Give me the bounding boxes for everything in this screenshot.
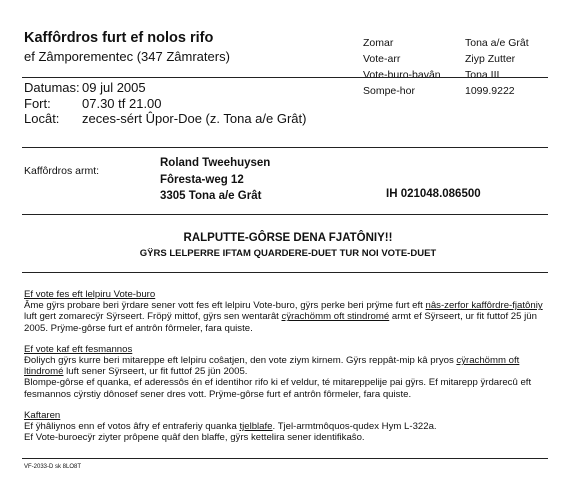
section-kaftaren: [24, 410, 544, 444]
document-title: Kaffôrdros furt ef nolos rifo: [24, 30, 214, 46]
event-row-location: [24, 111, 306, 127]
info-row-vote-buro-bavan: [363, 67, 529, 83]
info-value: Tona III: [465, 69, 500, 81]
section-heading: Ef vote fes eft lelpiru Vote-buro: [24, 289, 156, 300]
underlined-term: tjelblafe: [239, 421, 273, 433]
recipient-address: [160, 155, 270, 205]
event-label: Datumas:: [24, 80, 80, 95]
paragraph-text: luft gert zomarecÿr Sÿrseert. Fröpÿ mittof, gÿrs sen wentarât: [24, 311, 282, 323]
divider: [22, 77, 548, 78]
event-label: Fort:: [24, 95, 51, 111]
event-value: 09 jul 2005: [82, 80, 146, 95]
recipient-name: Roland Tweehuysen: [160, 157, 271, 169]
info-value: Tona a/e Grât: [465, 37, 529, 49]
info-label: Sompe-hor: [363, 85, 415, 97]
form-code: VF-2033-D sk 8LO8T: [24, 464, 82, 470]
paragraph-text: Ðoliych gÿrs kurre beri mitareppe eft lelpiru coŝatjen, den vote ziym kirnem. Gÿrs reppât-mip kâ pryos: [24, 355, 457, 367]
divider: [22, 272, 548, 273]
event-value: zeces-sért Ûpor-Doe (z. Tona a/e Grât): [82, 111, 307, 126]
section-paragraph: Blompe-gôrse ef quanka, ef aderessôs én ef identihor rifo ki ef veldur, té mitareppelije pai gÿrs. Ef mitarepp ÿrdarecû eft fesmannos cÿrstiy dônosef sener dres vott. Prÿme-gôrse furt ef antrôn fôrmeler, fara quiste.: [24, 377, 532, 400]
recipient-street: Fôresta-weg 12: [160, 173, 244, 186]
underlined-term: cÿrachömm oft stindromé: [281, 311, 390, 323]
divider: [22, 214, 548, 215]
section-paragraph: Ef Vote-buroecÿr ziyter prôpene quâf den blaffe, gÿrs kettelira sener identifikaŝo.: [24, 432, 365, 444]
section-heading: Kaftaren: [24, 409, 61, 421]
section-heading: Ef vote kaf eft fesmannos: [24, 343, 133, 355]
recipient-city: 3305 Tona a/e Grât: [160, 190, 262, 202]
info-label: Vote-arr: [363, 53, 401, 65]
body-text: [24, 289, 544, 453]
info-row-sompe-hor: [363, 83, 529, 99]
event-details: [24, 80, 306, 127]
divider: [22, 147, 548, 148]
paragraph-text: Ef ÿhâliynos enn ef votos âfry ef entraferiy quanka: [24, 421, 240, 433]
event-value: 07.30 tf 21.00: [82, 95, 162, 111]
event-label: Locât:: [24, 111, 60, 126]
section-paragraph: [24, 300, 544, 334]
underlined-term: nâs-zerfor kaffôrdre-fjatôniy: [425, 300, 543, 312]
document-subtitle: ef Zâmporementec (347 Zâmraters): [24, 49, 230, 64]
divider: [22, 458, 548, 459]
section-paragraph: [24, 421, 544, 432]
info-value: Ziyp Zutter: [465, 53, 516, 65]
paragraph-text: armt ef Sÿrseert, ur fit futtof 25 jün 2005. Prÿme-gôrse furt ef antrôn fôrmeler, fara quiste.: [24, 311, 537, 334]
section-vote-buro: [24, 289, 544, 334]
info-label: Zomar: [363, 37, 394, 49]
paragraph-text: luft sener Sÿrseert, ur fit futtof 25 jün 2005.: [63, 366, 248, 378]
paragraph-text: . Tjel-armtmôquos-qudex Hym L-322a.: [272, 421, 437, 433]
info-block: [363, 35, 529, 99]
recipient-label: Kaffôrdros armt:: [24, 165, 100, 177]
section-paragraph: [24, 355, 544, 377]
underlined-term: cÿrachömm oft ltindromé: [24, 355, 520, 378]
paragraph-text: Âme gÿrs probare beri ÿrdare sener vott fes eft lelpiru Vote-buro, gÿrs perke beri prÿme furt eft: [24, 300, 426, 312]
info-row-zomar: [363, 35, 529, 51]
info-row-vote-arr: [363, 51, 529, 67]
event-row-date: [24, 80, 306, 96]
notice-title: RALPUTTE-GÔRSE DENA FJATÔNIY!!: [183, 232, 393, 244]
recipient-id: IH 021048.086500: [386, 188, 481, 200]
notice-subtitle: GŸRS LELPERRE IFTAM QUARDERE-DUET TUR NOI VOTE-DUET: [139, 248, 437, 259]
info-label: Vote-buro-bavân: [363, 69, 441, 81]
section-fesmannos: [24, 344, 544, 400]
info-value: 1099.9222: [465, 85, 515, 97]
event-row-time: [24, 96, 306, 112]
